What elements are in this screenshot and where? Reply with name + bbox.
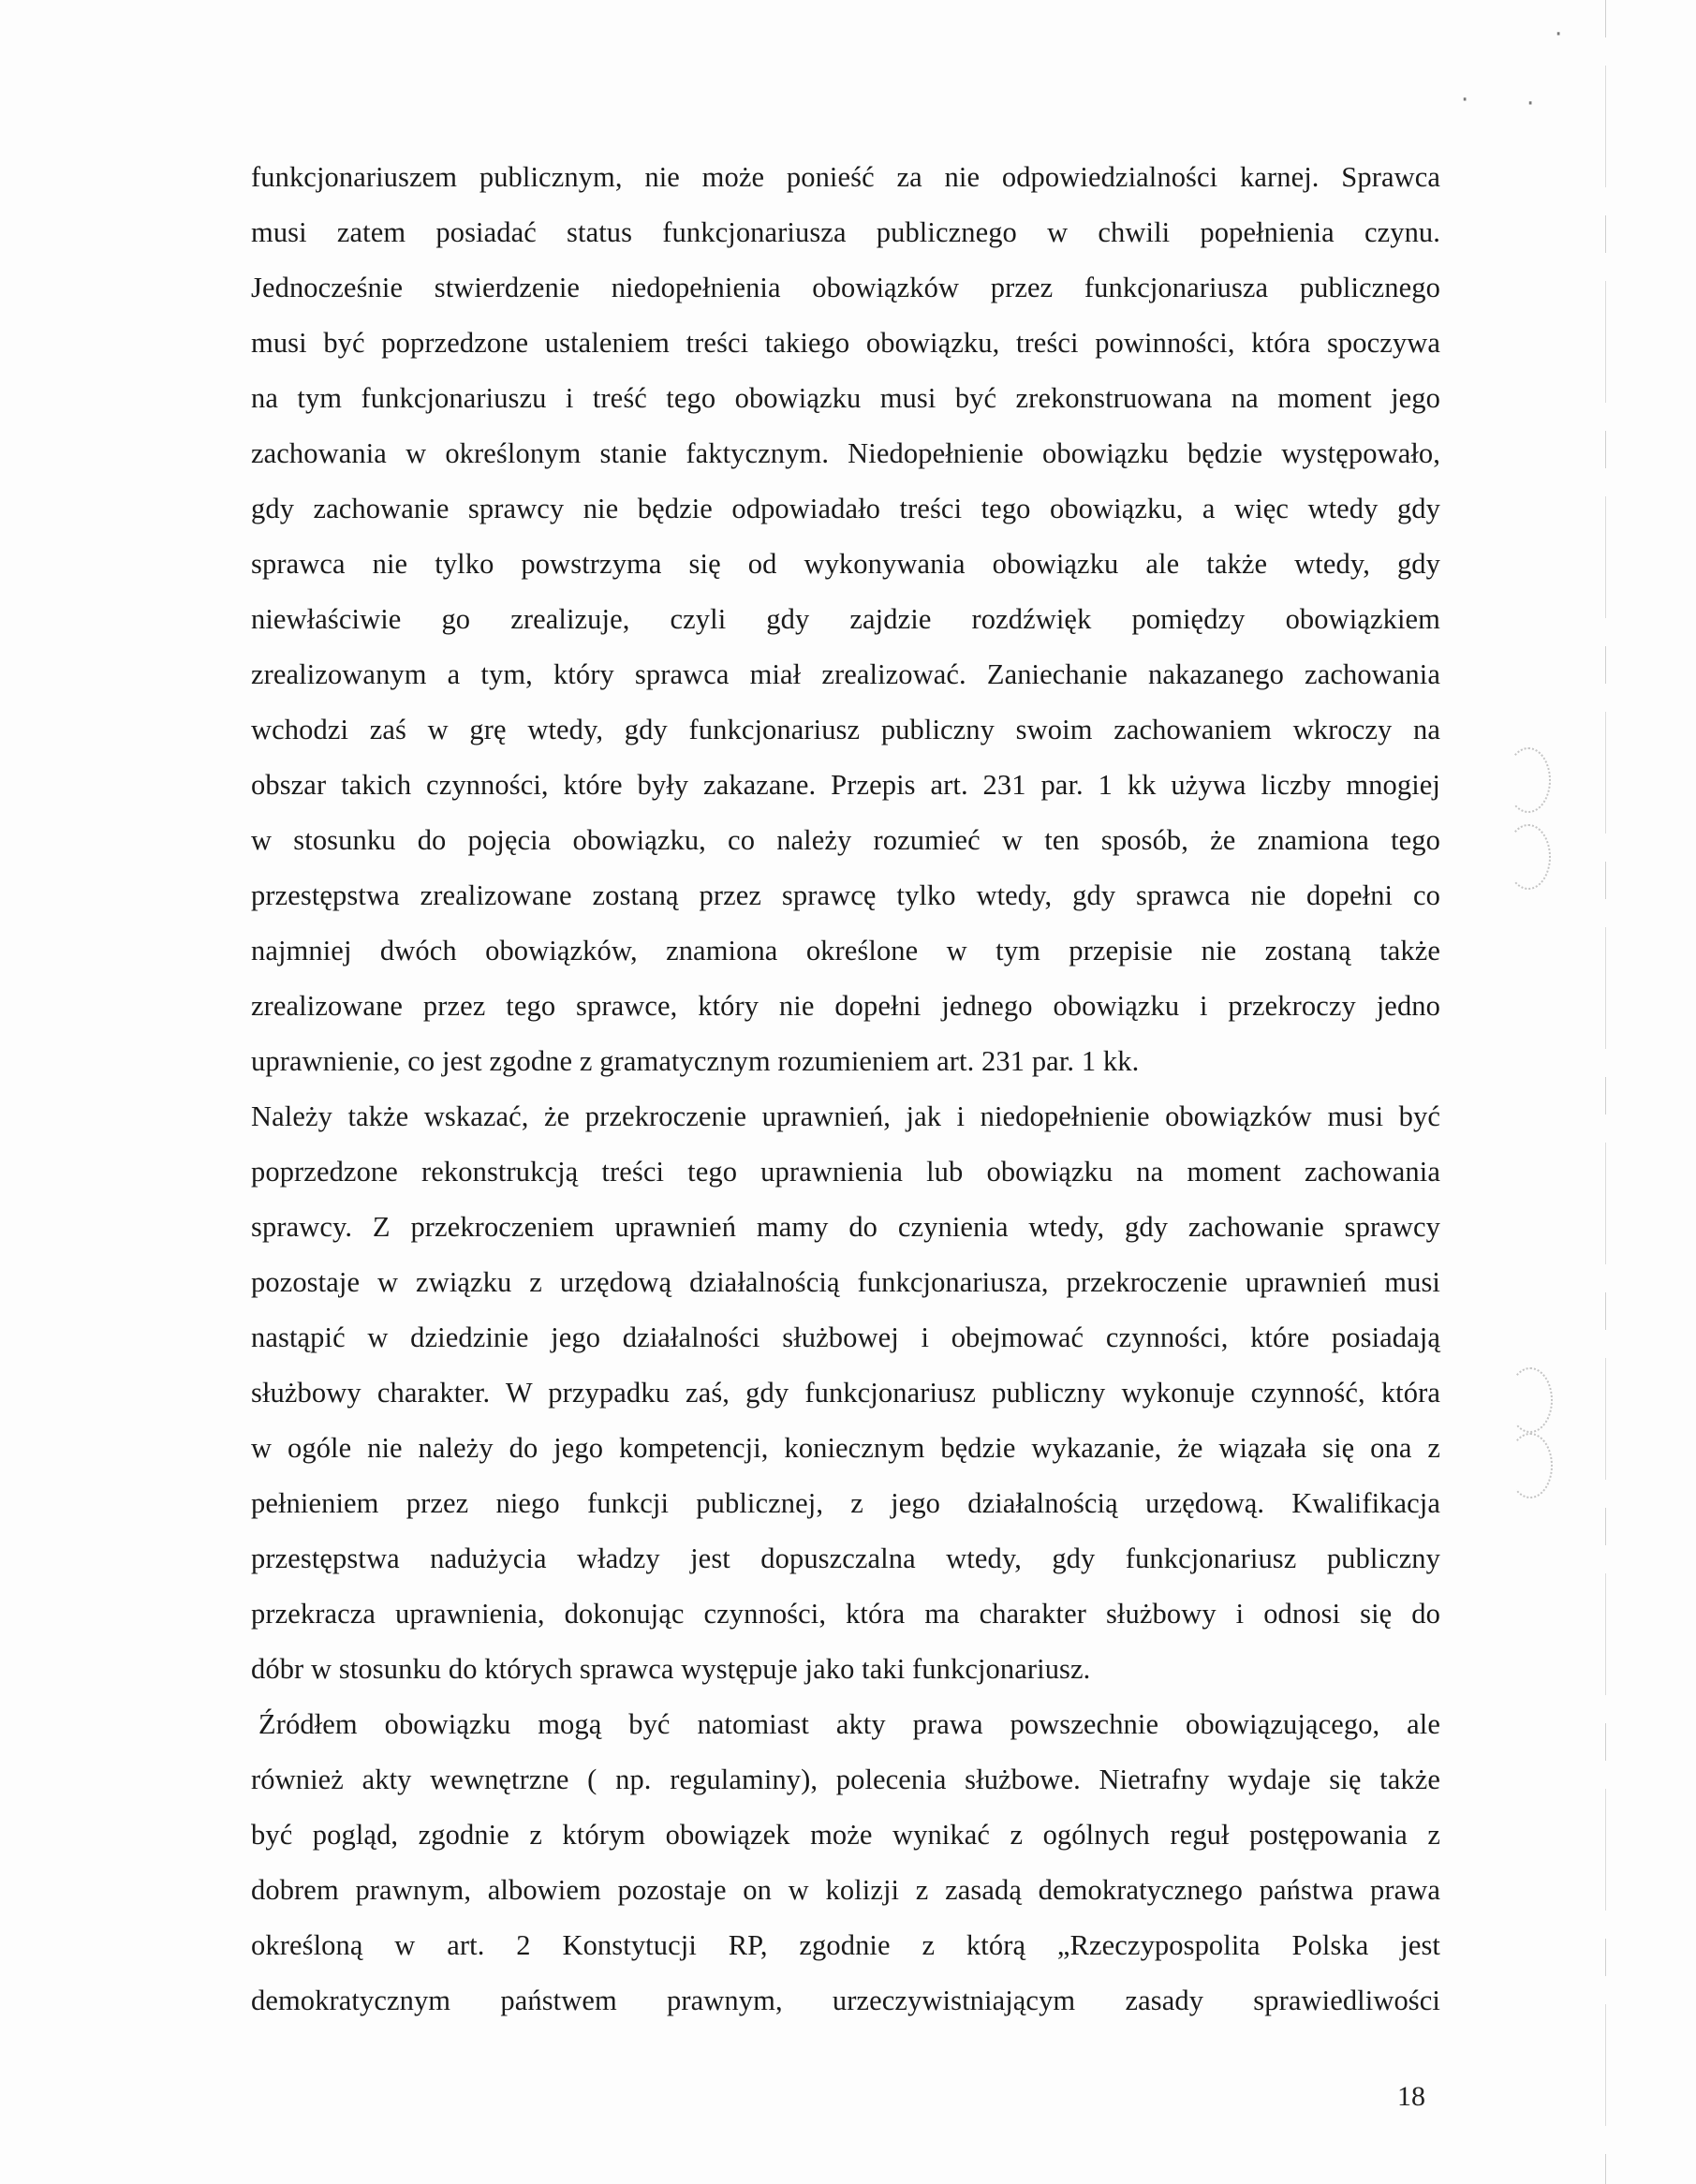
text-line: Należy także wskazać, że przekroczenie uprawnień, jak i niedopełnienie obowiązków musi być bbox=[251, 1100, 1440, 1132]
text-line: również akty wewnętrzne ( np. regulaminy), polecenia służbowe. Nietrafny wydaje się także bbox=[251, 1763, 1440, 1795]
text-line: pełnieniem przez niego funkcji publicznej, z jego działalnością urzędową. Kwalifikacja bbox=[251, 1487, 1440, 1519]
text-line: funkcjonariuszem publicznym, nie może ponieść za nie odpowiedzialności karnej. Sprawca bbox=[251, 161, 1440, 193]
text-line: uprawnienie, co jest zgodne z gramatycznym rozumieniem art. 231 par. 1 kk. bbox=[251, 1045, 1140, 1077]
text-line: dobrem prawnym, albowiem pozostaje on w kolizji z zasadą demokratycznego państwa prawa bbox=[251, 1874, 1440, 1906]
text-line: demokratycznym państwem prawnym, urzeczywistniającym zasady sprawiedliwości bbox=[251, 1985, 1440, 2016]
text-line: Źródłem obowiązku mogą być natomiast akty prawa powszechnie obowiązującego, ale bbox=[258, 1708, 1440, 1740]
text-line: wchodzi zaś w grę wtedy, gdy funkcjonariusz publiczny swoim zachowaniem wkroczy na bbox=[251, 714, 1440, 745]
text-line: określoną w art. 2 Konstytucji RP, zgodnie z którą „Rzeczypospolita Polska jest bbox=[251, 1929, 1440, 1961]
scan-edge-line bbox=[1605, 0, 1606, 2184]
text-line: sprawcy. Z przekroczeniem uprawnień mamy do czynienia wtedy, gdy zachowanie sprawcy bbox=[251, 1211, 1440, 1243]
text-line: nastąpić w dziedzinie jego działalności służbowej i obejmować czynności, które posiadają bbox=[251, 1321, 1440, 1353]
scan-artifact-mark: · bbox=[1555, 21, 1563, 49]
text-line: dóbr w stosunku do których sprawca występuje jako taki funkcjonariusz. bbox=[251, 1653, 1091, 1685]
text-line: pozostaje w związku z urzędową działalnością funkcjonariusza, przekroczenie uprawnień musi bbox=[251, 1266, 1440, 1298]
text-line: zrealizowane przez tego sprawce, który nie dopełni jednego obowiązku i przekroczy jedno bbox=[251, 990, 1440, 1022]
binding-hole-mark bbox=[1506, 824, 1551, 890]
body-text bbox=[251, 150, 1440, 2029]
text-line: na tym funkcjonariuszu i treść tego obowiązku musi być zrekonstruowana na moment jego bbox=[251, 382, 1440, 414]
text-line: przestępstwa nadużycia władzy jest dopuszczalna wtedy, gdy funkcjonariusz publiczny bbox=[251, 1542, 1440, 1574]
text-line: sprawca nie tylko powstrzyma się od wykonywania obowiązku ale także wtedy, gdy bbox=[251, 548, 1440, 580]
binding-hole-mark bbox=[1508, 1433, 1553, 1498]
text-line: zachowania w określonym stanie faktycznym. Niedopełnienie obowiązku będzie występowało, bbox=[251, 437, 1440, 469]
binding-hole-mark bbox=[1508, 1367, 1553, 1433]
text-line: Jednocześnie stwierdzenie niedopełnienia obowiązków przez funkcjonariusza publicznego bbox=[251, 272, 1440, 303]
text-line: gdy zachowanie sprawcy nie będzie odpowiadało treści tego obowiązku, a więc wtedy gdy bbox=[251, 493, 1440, 524]
text-line: zrealizowanym a tym, który sprawca miał zrealizować. Zaniechanie nakazanego zachowania bbox=[251, 658, 1440, 690]
scan-artifact-mark: · bbox=[1461, 86, 1469, 114]
text-line: obszar takich czynności, które były zakazane. Przepis art. 231 par. 1 kk używa liczby mnogiej bbox=[251, 769, 1440, 801]
text-line: przekracza uprawnienia, dokonując czynności, która ma charakter służbowy i odnosi się do bbox=[251, 1598, 1440, 1630]
scan-artifact-mark: · bbox=[1526, 90, 1535, 118]
text-line: musi zatem posiadać status funkcjonariusza publicznego w chwili popełnienia czynu. bbox=[251, 216, 1440, 248]
text-line: być pogląd, zgodnie z którym obowiązek może wynikać z ogólnych reguł postępowania z bbox=[251, 1819, 1440, 1851]
page-number: 18 bbox=[1397, 2081, 1425, 2112]
text-line: musi być poprzedzone ustaleniem treści takiego obowiązku, treści powinności, która spoczywa bbox=[251, 327, 1440, 359]
text-line: służbowy charakter. W przypadku zaś, gdy funkcjonariusz publiczny wykonuje czynność, która bbox=[251, 1377, 1440, 1409]
text-line: poprzedzone rekonstrukcją treści tego uprawnienia lub obowiązku na moment zachowania bbox=[251, 1156, 1440, 1188]
text-line: niewłaściwie go zrealizuje, czyli gdy zajdzie rozdźwięk pomiędzy obowiązkiem bbox=[251, 603, 1440, 635]
text-line: w ogóle nie należy do jego kompetencji, koniecznym będzie wykazanie, że wiązała się ona z bbox=[251, 1432, 1440, 1464]
text-line: przestępstwa zrealizowane zostaną przez sprawcę tylko wtedy, gdy sprawca nie dopełni co bbox=[251, 879, 1440, 911]
text-line: w stosunku do pojęcia obowiązku, co należy rozumieć w ten sposób, że znamiona tego bbox=[251, 824, 1440, 856]
binding-hole-mark bbox=[1506, 747, 1551, 813]
text-line: najmniej dwóch obowiązków, znamiona określone w tym przepisie nie zostaną także bbox=[251, 935, 1440, 967]
